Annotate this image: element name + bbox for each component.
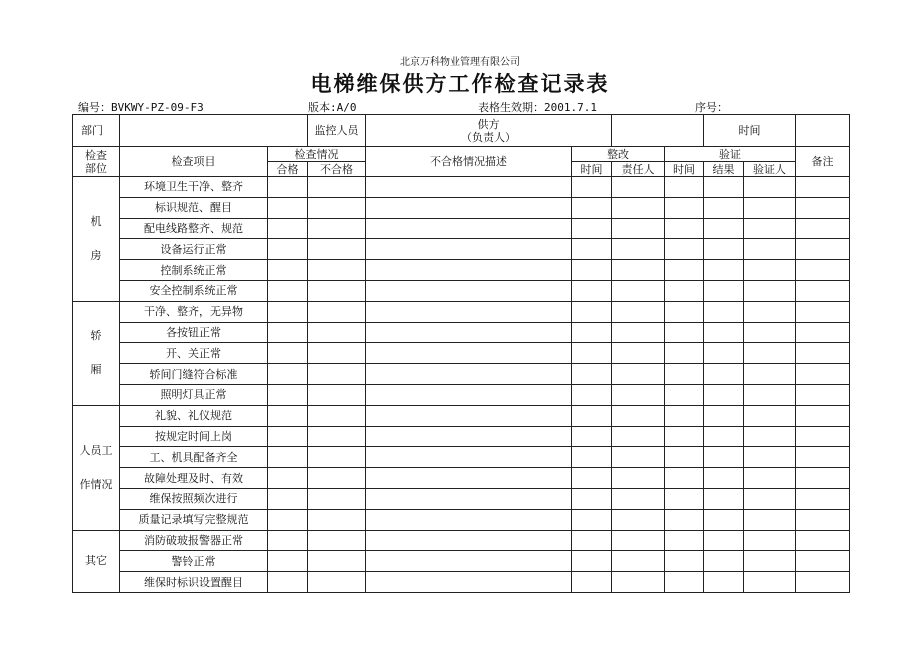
check-item: 设备运行正常 (120, 239, 268, 260)
remark-cell[interactable] (796, 343, 850, 364)
nonconform-cell[interactable] (366, 322, 572, 343)
check-item: 消防破玻报警器正常 (120, 530, 268, 551)
area-cell (73, 177, 120, 302)
nonconform-header: 不合格情况描述 (366, 147, 572, 177)
fail-cell[interactable] (308, 509, 366, 530)
rectify-time-cell[interactable] (572, 177, 612, 198)
remark-header: 备注 (796, 147, 850, 177)
time-value-cell[interactable] (796, 115, 850, 147)
verify-time-cell[interactable] (665, 280, 704, 301)
area-cell (73, 530, 120, 592)
verify-result-cell[interactable] (704, 572, 744, 593)
fail-cell[interactable] (308, 197, 366, 218)
remark-cell[interactable] (796, 218, 850, 239)
rectify-person-cell[interactable] (612, 488, 665, 509)
check-item: 安全控制系统正常 (120, 280, 268, 301)
rectify-time-cell[interactable] (572, 426, 612, 447)
rectify-time-cell[interactable] (572, 530, 612, 551)
rectify-time-cell[interactable] (572, 468, 612, 489)
verify-result-cell[interactable] (704, 218, 744, 239)
pass-cell[interactable] (268, 468, 308, 489)
supplier-label (366, 115, 612, 147)
table-row (73, 239, 850, 260)
dept-value-cell[interactable] (120, 115, 308, 147)
rectify-time-cell[interactable] (572, 239, 612, 260)
dept-label: 部门 (73, 115, 120, 147)
rectify-person-cell[interactable] (612, 447, 665, 468)
pass-header: 合格 (268, 162, 308, 177)
nonconform-cell[interactable] (366, 384, 572, 405)
remark-cell[interactable] (796, 572, 850, 593)
verify-result-cell[interactable] (704, 447, 744, 468)
fail-cell[interactable] (308, 301, 366, 322)
check-item: 干净、整齐，无异物 (120, 301, 268, 322)
check-item: 按规定时间上岗 (120, 426, 268, 447)
verify-person-cell[interactable] (744, 530, 796, 551)
verify-result-cell[interactable] (704, 197, 744, 218)
fail-cell[interactable] (308, 426, 366, 447)
verify-result-cell[interactable] (704, 530, 744, 551)
nonconform-cell[interactable] (366, 551, 572, 572)
nonconform-cell[interactable] (366, 343, 572, 364)
pass-cell[interactable] (268, 260, 308, 281)
fail-cell[interactable] (308, 218, 366, 239)
pass-cell[interactable] (268, 218, 308, 239)
supplier-value-cell[interactable] (612, 115, 704, 147)
nonconform-cell[interactable] (366, 177, 572, 198)
pass-cell[interactable] (268, 551, 308, 572)
verify-time-cell[interactable] (665, 384, 704, 405)
remark-cell[interactable] (796, 364, 850, 385)
nonconform-cell[interactable] (366, 301, 572, 322)
fail-cell[interactable] (308, 322, 366, 343)
verify-person-cell[interactable] (744, 260, 796, 281)
verify-time-cell[interactable] (665, 426, 704, 447)
rectify-person-cell[interactable] (612, 343, 665, 364)
verify-time-cell[interactable] (665, 239, 704, 260)
verify-time-cell[interactable] (665, 468, 704, 489)
remark-cell[interactable] (796, 239, 850, 260)
rectify-person-cell[interactable] (612, 301, 665, 322)
fail-cell[interactable] (308, 530, 366, 551)
check-item: 各按钮正常 (120, 322, 268, 343)
nonconform-cell[interactable] (366, 530, 572, 551)
verify-time-cell[interactable] (665, 177, 704, 198)
check-status-header: 检查情况 (268, 147, 366, 162)
rectify-time-cell[interactable] (572, 551, 612, 572)
verify-time-cell[interactable] (665, 572, 704, 593)
pass-cell[interactable] (268, 405, 308, 426)
pass-cell[interactable] (268, 322, 308, 343)
verify-result-cell[interactable] (704, 488, 744, 509)
check-item: 警铃正常 (120, 551, 268, 572)
check-item: 维保按照频次进行 (120, 488, 268, 509)
rectify-time-cell[interactable] (572, 405, 612, 426)
table-row (73, 364, 850, 385)
verify-time-cell[interactable] (665, 343, 704, 364)
table-row (73, 177, 850, 198)
verify-time-cell[interactable] (665, 322, 704, 343)
nonconform-cell[interactable] (366, 572, 572, 593)
pass-cell[interactable] (268, 343, 308, 364)
rectify-person-cell[interactable] (612, 426, 665, 447)
remark-cell[interactable] (796, 509, 850, 530)
rectify-person-cell[interactable] (612, 280, 665, 301)
pass-cell[interactable] (268, 530, 308, 551)
nonconform-cell[interactable] (366, 260, 572, 281)
remark-cell[interactable] (796, 322, 850, 343)
verify-time-header: 时间 (665, 162, 704, 177)
nonconform-cell[interactable] (366, 218, 572, 239)
table-row (73, 447, 850, 468)
rectify-person-cell[interactable] (612, 197, 665, 218)
rectify-person-cell[interactable] (612, 509, 665, 530)
verify-person-cell[interactable] (744, 405, 796, 426)
area-line2: 作情况 (79, 477, 113, 491)
nonconform-cell[interactable] (366, 488, 572, 509)
table-row (73, 551, 850, 572)
rectify-time-header: 时间 (572, 162, 612, 177)
table-row (73, 218, 850, 239)
verify-person-cell[interactable] (744, 426, 796, 447)
area-header-line2: 部位 (85, 161, 107, 175)
rectify-time-cell[interactable] (572, 447, 612, 468)
check-item: 标识规范、醒目 (120, 197, 268, 218)
fail-cell[interactable] (308, 384, 366, 405)
rectify-time-cell[interactable] (572, 509, 612, 530)
rectify-time-cell[interactable] (572, 260, 612, 281)
monitor-label: 监控人员 (308, 115, 366, 147)
check-item: 质量记录填写完整规范 (120, 509, 268, 530)
table-row (73, 426, 850, 447)
fail-cell[interactable] (308, 343, 366, 364)
rectify-header: 整改 (572, 147, 665, 162)
rectify-person-cell[interactable] (612, 405, 665, 426)
verify-person-cell[interactable] (744, 218, 796, 239)
verify-result-header: 结果 (704, 162, 744, 177)
verify-time-cell[interactable] (665, 218, 704, 239)
area-header-line1: 检查 (85, 148, 107, 162)
verify-person-cell[interactable] (744, 322, 796, 343)
remark-cell[interactable] (796, 280, 850, 301)
table-row (73, 468, 850, 489)
table-row (73, 384, 850, 405)
pass-cell[interactable] (268, 509, 308, 530)
remark-cell[interactable] (796, 384, 850, 405)
supplier-label-line1: 供方 (477, 117, 500, 131)
check-item: 工、机具配备齐全 (120, 447, 268, 468)
verify-result-cell[interactable] (704, 426, 744, 447)
fail-cell[interactable] (308, 551, 366, 572)
supplier-label-line2: （负责人） (461, 130, 516, 144)
form-serial: 序号： (695, 101, 728, 114)
area-line1: 其它 (85, 554, 107, 568)
time-label: 时间 (704, 115, 796, 147)
verify-time-cell[interactable] (665, 405, 704, 426)
rectify-time-cell[interactable] (572, 322, 612, 343)
header-row-columns (73, 147, 850, 162)
verify-person-cell[interactable] (744, 239, 796, 260)
rectify-person-cell[interactable] (612, 551, 665, 572)
nonconform-cell[interactable] (366, 280, 572, 301)
verify-time-cell[interactable] (665, 447, 704, 468)
nonconform-cell[interactable] (366, 509, 572, 530)
verify-result-cell[interactable] (704, 239, 744, 260)
verify-result-cell[interactable] (704, 468, 744, 489)
fail-cell[interactable] (308, 447, 366, 468)
form-effective-date: 表格生效期：2001.7.1 (478, 101, 597, 114)
verify-time-cell[interactable] (665, 364, 704, 385)
verify-time-cell[interactable] (665, 509, 704, 530)
rectify-person-cell[interactable] (612, 572, 665, 593)
nonconform-cell[interactable] (366, 468, 572, 489)
verify-person-cell[interactable] (744, 197, 796, 218)
pass-cell[interactable] (268, 197, 308, 218)
table-row (73, 322, 850, 343)
rectify-person-cell[interactable] (612, 177, 665, 198)
table-row (73, 343, 850, 364)
verify-person-cell[interactable] (744, 488, 796, 509)
rectify-person-cell[interactable] (612, 530, 665, 551)
rectify-time-cell[interactable] (572, 384, 612, 405)
area-cell (73, 301, 120, 405)
pass-cell[interactable] (268, 488, 308, 509)
pass-cell[interactable] (268, 572, 308, 593)
remark-cell[interactable] (796, 405, 850, 426)
remark-cell[interactable] (796, 426, 850, 447)
table-row (73, 530, 850, 551)
rectify-time-cell[interactable] (572, 280, 612, 301)
remark-cell[interactable] (796, 197, 850, 218)
verify-result-cell[interactable] (704, 322, 744, 343)
nonconform-cell[interactable] (366, 447, 572, 468)
check-item: 环境卫生干净、整齐 (120, 177, 268, 198)
pass-cell[interactable] (268, 364, 308, 385)
area-line2: 厢 (90, 363, 102, 377)
remark-cell[interactable] (796, 488, 850, 509)
table-row (73, 301, 850, 322)
rectify-time-cell[interactable] (572, 572, 612, 593)
remark-cell[interactable] (796, 260, 850, 281)
fail-cell[interactable] (308, 468, 366, 489)
check-item: 礼貌、礼仪规范 (120, 405, 268, 426)
table-row (73, 509, 850, 530)
item-column-header: 检查项目 (120, 147, 268, 177)
area-cell (73, 405, 120, 530)
rectify-person-cell[interactable] (612, 260, 665, 281)
fail-cell[interactable] (308, 488, 366, 509)
remark-cell[interactable] (796, 177, 850, 198)
header-row-top (73, 115, 850, 147)
nonconform-cell[interactable] (366, 197, 572, 218)
rectify-time-cell[interactable] (572, 197, 612, 218)
verify-result-cell[interactable] (704, 509, 744, 530)
verify-person-cell[interactable] (744, 364, 796, 385)
verify-person-cell[interactable] (744, 468, 796, 489)
check-item: 照明灯具正常 (120, 384, 268, 405)
pass-cell[interactable] (268, 239, 308, 260)
pass-cell[interactable] (268, 384, 308, 405)
verify-person-cell[interactable] (744, 509, 796, 530)
check-item: 维保时标识设置醒目 (120, 572, 268, 593)
verify-person-cell[interactable] (744, 301, 796, 322)
remark-cell[interactable] (796, 551, 850, 572)
rectify-time-cell[interactable] (572, 218, 612, 239)
verify-person-cell[interactable] (744, 384, 796, 405)
rectify-person-cell[interactable] (612, 218, 665, 239)
check-item: 轿间门缝符合标准 (120, 364, 268, 385)
remark-cell[interactable] (796, 447, 850, 468)
verify-person-cell[interactable] (744, 343, 796, 364)
verify-person-cell[interactable] (744, 551, 796, 572)
fail-cell[interactable] (308, 239, 366, 260)
rectify-person-cell[interactable] (612, 384, 665, 405)
rectify-person-header: 责任人 (612, 162, 665, 177)
verify-result-cell[interactable] (704, 551, 744, 572)
check-item: 控制系统正常 (120, 260, 268, 281)
area-line1: 机 (90, 214, 102, 228)
remark-cell[interactable] (796, 530, 850, 551)
rectify-time-cell[interactable] (572, 301, 612, 322)
table-row (73, 280, 850, 301)
verify-person-cell[interactable] (744, 572, 796, 593)
check-item: 故障处理及时、有效 (120, 468, 268, 489)
company-name: 北京万科物业管理有限公司 (400, 57, 520, 68)
rectify-person-cell[interactable] (612, 322, 665, 343)
verify-time-cell[interactable] (665, 530, 704, 551)
area-line1: 人员工 (79, 443, 113, 457)
area-line1: 轿 (90, 329, 102, 343)
verify-result-cell[interactable] (704, 177, 744, 198)
rectify-time-cell[interactable] (572, 364, 612, 385)
verify-time-cell[interactable] (665, 551, 704, 572)
pass-cell[interactable] (268, 447, 308, 468)
nonconform-cell[interactable] (366, 239, 572, 260)
table-row (73, 197, 850, 218)
rectify-time-cell[interactable] (572, 488, 612, 509)
form-version: 版本:A/0 (308, 101, 357, 114)
fail-cell[interactable] (308, 280, 366, 301)
verify-time-cell[interactable] (665, 488, 704, 509)
verify-result-cell[interactable] (704, 405, 744, 426)
fail-cell[interactable] (308, 364, 366, 385)
verify-result-cell[interactable] (704, 301, 744, 322)
verify-result-cell[interactable] (704, 343, 744, 364)
fail-cell[interactable] (308, 405, 366, 426)
table-row (73, 572, 850, 593)
nonconform-cell[interactable] (366, 426, 572, 447)
verify-person-cell[interactable] (744, 177, 796, 198)
fail-header: 不合格 (308, 162, 366, 177)
pass-cell[interactable] (268, 426, 308, 447)
table-row (73, 405, 850, 426)
verify-person-cell[interactable] (744, 280, 796, 301)
area-column-header (73, 147, 120, 177)
verify-result-cell[interactable] (704, 364, 744, 385)
table-row (73, 488, 850, 509)
verify-result-cell[interactable] (704, 384, 744, 405)
remark-cell[interactable] (796, 301, 850, 322)
verify-time-cell[interactable] (665, 260, 704, 281)
area-line2: 房 (90, 248, 102, 262)
check-item: 开、关正常 (120, 343, 268, 364)
form-code: 编号：BVKWY-PZ-09-F3 (78, 101, 204, 114)
fail-cell[interactable] (308, 260, 366, 281)
verify-result-cell[interactable] (704, 280, 744, 301)
form-title: 电梯维保供方工作检查记录表 (310, 71, 610, 96)
fail-cell[interactable] (308, 572, 366, 593)
verify-person-cell[interactable] (744, 447, 796, 468)
nonconform-cell[interactable] (366, 364, 572, 385)
pass-cell[interactable] (268, 280, 308, 301)
rectify-person-cell[interactable] (612, 364, 665, 385)
check-item: 配电线路整齐、规范 (120, 218, 268, 239)
pass-cell[interactable] (268, 301, 308, 322)
fail-cell[interactable] (308, 177, 366, 198)
pass-cell[interactable] (268, 177, 308, 198)
rectify-person-cell[interactable] (612, 468, 665, 489)
table-row (73, 260, 850, 281)
verify-header: 验证 (665, 147, 796, 162)
verify-time-cell[interactable] (665, 197, 704, 218)
inspection-table (72, 114, 850, 593)
verify-person-header: 验证人 (744, 162, 796, 177)
nonconform-cell[interactable] (366, 405, 572, 426)
verify-time-cell[interactable] (665, 301, 704, 322)
verify-result-cell[interactable] (704, 260, 744, 281)
remark-cell[interactable] (796, 468, 850, 489)
rectify-time-cell[interactable] (572, 343, 612, 364)
rectify-person-cell[interactable] (612, 239, 665, 260)
